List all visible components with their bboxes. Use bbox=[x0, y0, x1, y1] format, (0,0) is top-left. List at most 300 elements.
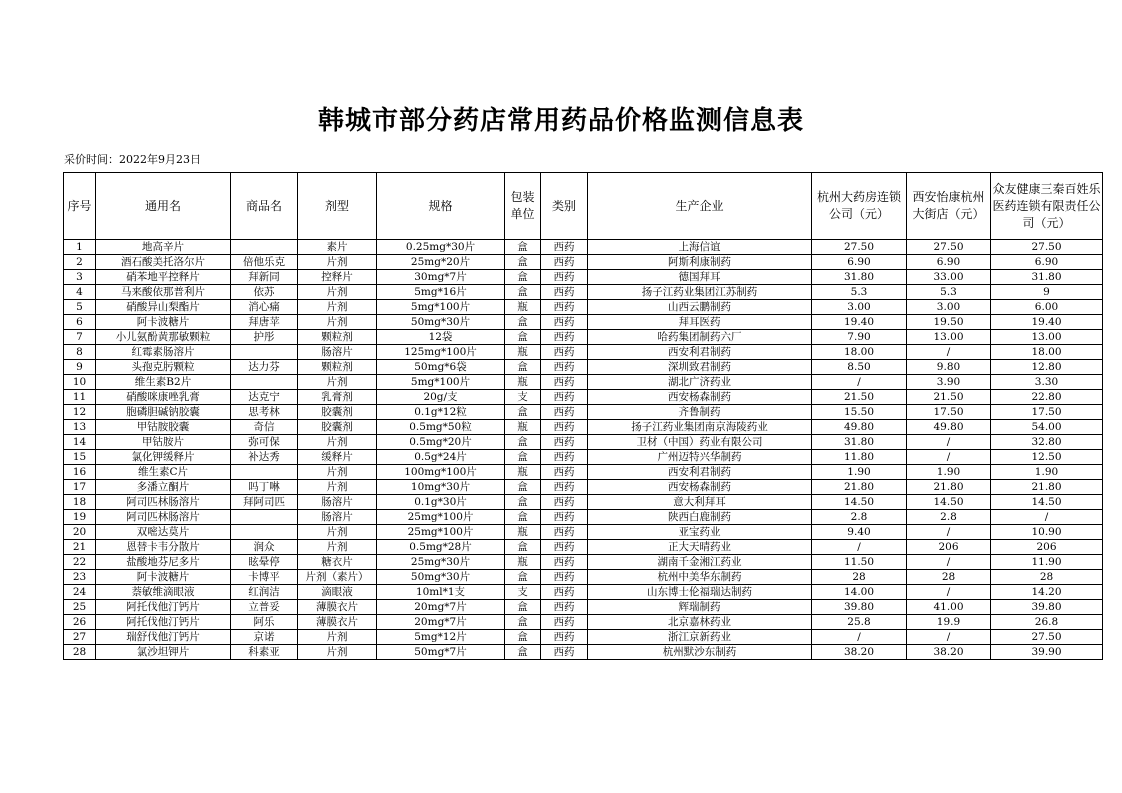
col-price-xian-yikang-cell: 19.50 bbox=[907, 315, 991, 330]
col-generic-name-cell: 盐酸地芬尼多片 bbox=[96, 555, 231, 570]
col-generic-name-cell: 酒石酸美托洛尔片 bbox=[96, 255, 231, 270]
col-dosage-form-cell: 乳膏剂 bbox=[298, 390, 377, 405]
col-no-cell: 3 bbox=[64, 270, 96, 285]
col-spec-cell: 50mg*6袋 bbox=[377, 360, 505, 375]
col-no-cell: 2 bbox=[64, 255, 96, 270]
col-dosage-form-cell: 片剂（素片） bbox=[298, 570, 377, 585]
col-dosage-form-cell: 颗粒剂 bbox=[298, 360, 377, 375]
col-pack-unit-cell: 盒 bbox=[505, 240, 541, 255]
table-body bbox=[64, 240, 1103, 660]
col-price-zhongyou-cell: 12.50 bbox=[991, 450, 1103, 465]
page-title: 韩城市部分药店常用药品价格监测信息表 bbox=[317, 106, 804, 136]
col-no-cell: 18 bbox=[64, 495, 96, 510]
col-no-cell: 13 bbox=[64, 420, 96, 435]
col-price-xian-yikang-cell: / bbox=[907, 525, 991, 540]
col-brand-name-cell bbox=[231, 345, 298, 360]
col-no-cell: 28 bbox=[64, 645, 96, 660]
col-pack-unit-cell: 瓶 bbox=[505, 375, 541, 390]
col-pack-unit-cell: 盒 bbox=[505, 645, 541, 660]
col-brand-name-cell: 立普妥 bbox=[231, 600, 298, 615]
col-price-hangzhou-pharmacy-cell: 11.50 bbox=[812, 555, 907, 570]
col-manufacturer-cell: 阿斯利康制药 bbox=[588, 255, 812, 270]
col-generic-name-cell: 恩替卡韦分散片 bbox=[96, 540, 231, 555]
col-spec-cell: 20mg*7片 bbox=[377, 615, 505, 630]
col-no-cell: 22 bbox=[64, 555, 96, 570]
col-category-cell: 西药 bbox=[541, 435, 588, 450]
col-brand-name-cell: 消心痛 bbox=[231, 300, 298, 315]
col-price-zhongyou-cell: 1.90 bbox=[991, 465, 1103, 480]
col-spec-cell: 12袋 bbox=[377, 330, 505, 345]
col-price-hangzhou-pharmacy-cell: 11.80 bbox=[812, 450, 907, 465]
col-manufacturer-cell: 广州迈特兴华制药 bbox=[588, 450, 812, 465]
col-price-hangzhou-pharmacy-cell: 18.00 bbox=[812, 345, 907, 360]
col-brand-name-cell: 思考林 bbox=[231, 405, 298, 420]
table-row bbox=[64, 435, 1103, 450]
col-dosage-form-cell: 片剂 bbox=[298, 315, 377, 330]
col-brand-name-cell: 吗丁啉 bbox=[231, 480, 298, 495]
col-manufacturer-header: 生产企业 bbox=[588, 173, 812, 240]
col-generic-name-cell: 头孢克肟颗粒 bbox=[96, 360, 231, 375]
col-price-xian-yikang-cell: / bbox=[907, 450, 991, 465]
col-dosage-form-cell: 糖衣片 bbox=[298, 555, 377, 570]
col-brand-name-cell: 达力芬 bbox=[231, 360, 298, 375]
col-generic-name-cell: 胞磷胆碱钠胶囊 bbox=[96, 405, 231, 420]
col-pack-unit-cell: 盒 bbox=[505, 570, 541, 585]
col-generic-name-cell: 红霉素肠溶片 bbox=[96, 345, 231, 360]
col-pack-unit-cell: 瓶 bbox=[505, 345, 541, 360]
col-brand-name-cell: 卡博平 bbox=[231, 570, 298, 585]
col-manufacturer-cell: 西安利君制药 bbox=[588, 345, 812, 360]
col-price-zhongyou-cell: 26.8 bbox=[991, 615, 1103, 630]
table-row bbox=[64, 315, 1103, 330]
price-table bbox=[63, 172, 1103, 660]
table-row bbox=[64, 330, 1103, 345]
col-no-cell: 16 bbox=[64, 465, 96, 480]
col-price-hangzhou-pharmacy-header: 杭州大药房连锁公司（元） bbox=[812, 173, 907, 240]
col-no-header: 序号 bbox=[64, 173, 96, 240]
col-spec-cell: 5mg*100片 bbox=[377, 300, 505, 315]
col-dosage-form-cell: 片剂 bbox=[298, 525, 377, 540]
col-brand-name-cell: 奇信 bbox=[231, 420, 298, 435]
col-manufacturer-cell: 意大利拜耳 bbox=[588, 495, 812, 510]
col-no-cell: 5 bbox=[64, 300, 96, 315]
col-spec-cell: 10mg*30片 bbox=[377, 480, 505, 495]
col-price-zhongyou-cell: 22.80 bbox=[991, 390, 1103, 405]
col-price-hangzhou-pharmacy-cell: 5.3 bbox=[812, 285, 907, 300]
col-pack-unit-cell: 支 bbox=[505, 585, 541, 600]
col-pack-unit-cell: 盒 bbox=[505, 405, 541, 420]
col-brand-name-cell: 阿乐 bbox=[231, 615, 298, 630]
col-brand-name-cell: 拜新同 bbox=[231, 270, 298, 285]
col-price-hangzhou-pharmacy-cell: 31.80 bbox=[812, 435, 907, 450]
col-no-cell: 7 bbox=[64, 330, 96, 345]
table-row bbox=[64, 420, 1103, 435]
col-generic-name-cell: 氯化钾缓释片 bbox=[96, 450, 231, 465]
col-price-xian-yikang-cell: / bbox=[907, 555, 991, 570]
col-manufacturer-cell: 陕西白鹿制药 bbox=[588, 510, 812, 525]
col-price-xian-yikang-header: 西安怡康杭州大街店（元） bbox=[907, 173, 991, 240]
col-no-cell: 25 bbox=[64, 600, 96, 615]
col-spec-header: 规格 bbox=[377, 173, 505, 240]
col-spec-cell: 30mg*7片 bbox=[377, 270, 505, 285]
col-pack-unit-cell: 盒 bbox=[505, 270, 541, 285]
table-row bbox=[64, 645, 1103, 660]
col-brand-name-cell: 京诺 bbox=[231, 630, 298, 645]
col-category-cell: 西药 bbox=[541, 540, 588, 555]
col-manufacturer-cell: 北京嘉林药业 bbox=[588, 615, 812, 630]
col-spec-cell: 25mg*100片 bbox=[377, 525, 505, 540]
col-category-cell: 西药 bbox=[541, 300, 588, 315]
col-price-xian-yikang-cell: 206 bbox=[907, 540, 991, 555]
col-spec-cell: 0.5mg*20片 bbox=[377, 435, 505, 450]
col-category-header: 类别 bbox=[541, 173, 588, 240]
table-row bbox=[64, 390, 1103, 405]
col-no-cell: 24 bbox=[64, 585, 96, 600]
table-row bbox=[64, 450, 1103, 465]
col-price-xian-yikang-cell: 21.80 bbox=[907, 480, 991, 495]
col-price-hangzhou-pharmacy-cell: 49.80 bbox=[812, 420, 907, 435]
col-generic-name-cell: 马来酸依那普利片 bbox=[96, 285, 231, 300]
col-generic-name-cell: 阿托伐他汀钙片 bbox=[96, 615, 231, 630]
col-price-hangzhou-pharmacy-cell: 31.80 bbox=[812, 270, 907, 285]
col-price-zhongyou-cell: 13.00 bbox=[991, 330, 1103, 345]
col-category-cell: 西药 bbox=[541, 630, 588, 645]
table-row bbox=[64, 480, 1103, 495]
col-dosage-form-cell: 滴眼液 bbox=[298, 585, 377, 600]
col-pack-unit-cell: 瓶 bbox=[505, 300, 541, 315]
col-no-cell: 23 bbox=[64, 570, 96, 585]
col-no-cell: 17 bbox=[64, 480, 96, 495]
col-manufacturer-cell: 上海信谊 bbox=[588, 240, 812, 255]
col-price-zhongyou-cell: 14.50 bbox=[991, 495, 1103, 510]
col-price-hangzhou-pharmacy-cell: 14.50 bbox=[812, 495, 907, 510]
col-price-hangzhou-pharmacy-cell: / bbox=[812, 375, 907, 390]
table-row bbox=[64, 570, 1103, 585]
col-category-cell: 西药 bbox=[541, 480, 588, 495]
table-row bbox=[64, 300, 1103, 315]
col-no-cell: 14 bbox=[64, 435, 96, 450]
table-row bbox=[64, 600, 1103, 615]
survey-date: 采价时间：2022年9月23日 bbox=[64, 153, 201, 166]
col-dosage-form-cell: 片剂 bbox=[298, 285, 377, 300]
col-price-xian-yikang-cell: 38.20 bbox=[907, 645, 991, 660]
table-row bbox=[64, 375, 1103, 390]
col-no-cell: 15 bbox=[64, 450, 96, 465]
col-price-xian-yikang-cell: 27.50 bbox=[907, 240, 991, 255]
col-spec-cell: 125mg*100片 bbox=[377, 345, 505, 360]
col-no-cell: 20 bbox=[64, 525, 96, 540]
col-manufacturer-cell: 西安杨森制药 bbox=[588, 390, 812, 405]
col-category-cell: 西药 bbox=[541, 615, 588, 630]
col-price-hangzhou-pharmacy-cell: 8.50 bbox=[812, 360, 907, 375]
table-row bbox=[64, 510, 1103, 525]
col-spec-cell: 50mg*30片 bbox=[377, 315, 505, 330]
col-spec-cell: 25mg*20片 bbox=[377, 255, 505, 270]
col-category-cell: 西药 bbox=[541, 420, 588, 435]
col-price-zhongyou-cell: 12.80 bbox=[991, 360, 1103, 375]
col-price-zhongyou-cell: 6.90 bbox=[991, 255, 1103, 270]
col-price-hangzhou-pharmacy-cell: 14.00 bbox=[812, 585, 907, 600]
col-dosage-form-cell: 颗粒剂 bbox=[298, 330, 377, 345]
col-no-cell: 10 bbox=[64, 375, 96, 390]
col-manufacturer-cell: 扬子江药业集团南京海陵药业 bbox=[588, 420, 812, 435]
col-dosage-form-cell: 片剂 bbox=[298, 465, 377, 480]
col-no-cell: 1 bbox=[64, 240, 96, 255]
col-price-hangzhou-pharmacy-cell: 1.90 bbox=[812, 465, 907, 480]
col-price-zhongyou-cell: 39.80 bbox=[991, 600, 1103, 615]
col-price-zhongyou-cell: 27.50 bbox=[991, 240, 1103, 255]
col-no-cell: 8 bbox=[64, 345, 96, 360]
col-pack-unit-cell: 盒 bbox=[505, 315, 541, 330]
col-manufacturer-cell: 正大天晴药业 bbox=[588, 540, 812, 555]
col-generic-name-cell: 多潘立酮片 bbox=[96, 480, 231, 495]
col-no-cell: 19 bbox=[64, 510, 96, 525]
col-brand-name-cell bbox=[231, 240, 298, 255]
col-dosage-form-cell: 片剂 bbox=[298, 255, 377, 270]
col-dosage-form-cell: 片剂 bbox=[298, 540, 377, 555]
col-price-zhongyou-cell: 28 bbox=[991, 570, 1103, 585]
col-pack-unit-cell: 瓶 bbox=[505, 555, 541, 570]
col-generic-name-cell: 甲钴胺片 bbox=[96, 435, 231, 450]
col-dosage-form-cell: 控释片 bbox=[298, 270, 377, 285]
col-spec-cell: 100mg*100片 bbox=[377, 465, 505, 480]
col-no-cell: 11 bbox=[64, 390, 96, 405]
col-pack-unit-cell: 瓶 bbox=[505, 525, 541, 540]
col-price-hangzhou-pharmacy-cell: / bbox=[812, 630, 907, 645]
col-price-xian-yikang-cell: / bbox=[907, 345, 991, 360]
col-category-cell: 西药 bbox=[541, 585, 588, 600]
col-brand-name-cell bbox=[231, 375, 298, 390]
col-spec-cell: 20mg*7片 bbox=[377, 600, 505, 615]
col-price-zhongyou-cell: 3.30 bbox=[991, 375, 1103, 390]
col-category-cell: 西药 bbox=[541, 465, 588, 480]
header-row bbox=[64, 173, 1103, 240]
col-category-cell: 西药 bbox=[541, 555, 588, 570]
col-pack-unit-cell: 盒 bbox=[505, 600, 541, 615]
col-price-xian-yikang-cell: 33.00 bbox=[907, 270, 991, 285]
col-spec-cell: 0.5g*24片 bbox=[377, 450, 505, 465]
col-generic-name-header: 通用名 bbox=[96, 173, 231, 240]
col-price-zhongyou-cell: / bbox=[991, 510, 1103, 525]
col-price-zhongyou-cell: 10.90 bbox=[991, 525, 1103, 540]
col-price-xian-yikang-cell: 13.00 bbox=[907, 330, 991, 345]
col-dosage-form-header: 剂型 bbox=[298, 173, 377, 240]
col-manufacturer-cell: 湖南千金湘江药业 bbox=[588, 555, 812, 570]
col-price-hangzhou-pharmacy-cell: 27.50 bbox=[812, 240, 907, 255]
col-price-hangzhou-pharmacy-cell: 21.80 bbox=[812, 480, 907, 495]
table-row bbox=[64, 630, 1103, 645]
col-dosage-form-cell: 片剂 bbox=[298, 300, 377, 315]
col-dosage-form-cell: 肠溶片 bbox=[298, 495, 377, 510]
col-category-cell: 西药 bbox=[541, 525, 588, 540]
col-price-xian-yikang-cell: 49.80 bbox=[907, 420, 991, 435]
col-pack-unit-cell: 盒 bbox=[505, 450, 541, 465]
col-price-hangzhou-pharmacy-cell: 21.50 bbox=[812, 390, 907, 405]
col-price-zhongyou-cell: 17.50 bbox=[991, 405, 1103, 420]
table-row bbox=[64, 405, 1103, 420]
table-row bbox=[64, 540, 1103, 555]
col-generic-name-cell: 硝苯地平控释片 bbox=[96, 270, 231, 285]
col-brand-name-cell: 护彤 bbox=[231, 330, 298, 345]
col-manufacturer-cell: 浙江京新药业 bbox=[588, 630, 812, 645]
col-spec-cell: 0.1g*30片 bbox=[377, 495, 505, 510]
col-generic-name-cell: 小儿氨酚黄那敏颗粒 bbox=[96, 330, 231, 345]
col-no-cell: 6 bbox=[64, 315, 96, 330]
col-dosage-form-cell: 胶囊剂 bbox=[298, 405, 377, 420]
col-spec-cell: 0.25mg*30片 bbox=[377, 240, 505, 255]
col-price-xian-yikang-cell: 3.90 bbox=[907, 375, 991, 390]
col-dosage-form-cell: 片剂 bbox=[298, 645, 377, 660]
col-generic-name-cell: 瑞舒伐他汀钙片 bbox=[96, 630, 231, 645]
col-price-zhongyou-cell: 11.90 bbox=[991, 555, 1103, 570]
col-manufacturer-cell: 深圳致君制药 bbox=[588, 360, 812, 375]
col-pack-unit-header: 包装单位 bbox=[505, 173, 541, 240]
col-category-cell: 西药 bbox=[541, 405, 588, 420]
table-row bbox=[64, 240, 1103, 255]
col-manufacturer-cell: 辉瑞制药 bbox=[588, 600, 812, 615]
col-spec-cell: 20g/支 bbox=[377, 390, 505, 405]
col-price-zhongyou-cell: 6.00 bbox=[991, 300, 1103, 315]
col-price-zhongyou-cell: 32.80 bbox=[991, 435, 1103, 450]
col-category-cell: 西药 bbox=[541, 510, 588, 525]
col-price-xian-yikang-cell: 14.50 bbox=[907, 495, 991, 510]
col-pack-unit-cell: 盒 bbox=[505, 255, 541, 270]
col-spec-cell: 25mg*30片 bbox=[377, 555, 505, 570]
table-row bbox=[64, 555, 1103, 570]
col-price-hangzhou-pharmacy-cell: 2.8 bbox=[812, 510, 907, 525]
col-no-cell: 27 bbox=[64, 630, 96, 645]
col-pack-unit-cell: 盒 bbox=[505, 480, 541, 495]
col-manufacturer-cell: 杭州默沙东制药 bbox=[588, 645, 812, 660]
table-row bbox=[64, 525, 1103, 540]
col-generic-name-cell: 维生素B2片 bbox=[96, 375, 231, 390]
col-price-xian-yikang-cell: 19.9 bbox=[907, 615, 991, 630]
col-generic-name-cell: 阿托伐他汀钙片 bbox=[96, 600, 231, 615]
col-generic-name-cell: 硝酸咪康唑乳膏 bbox=[96, 390, 231, 405]
col-generic-name-cell: 双嘧达莫片 bbox=[96, 525, 231, 540]
col-manufacturer-cell: 山东博士伦福瑞达制药 bbox=[588, 585, 812, 600]
col-brand-name-cell bbox=[231, 525, 298, 540]
col-price-xian-yikang-cell: / bbox=[907, 630, 991, 645]
col-category-cell: 西药 bbox=[541, 600, 588, 615]
col-dosage-form-cell: 肠溶片 bbox=[298, 345, 377, 360]
col-pack-unit-cell: 盒 bbox=[505, 435, 541, 450]
col-price-zhongyou-cell: 39.90 bbox=[991, 645, 1103, 660]
col-price-hangzhou-pharmacy-cell: / bbox=[812, 540, 907, 555]
col-manufacturer-cell: 杭州中美华东制药 bbox=[588, 570, 812, 585]
col-price-xian-yikang-cell: 5.3 bbox=[907, 285, 991, 300]
col-manufacturer-cell: 湖北广济药业 bbox=[588, 375, 812, 390]
table-row bbox=[64, 465, 1103, 480]
col-price-hangzhou-pharmacy-cell: 7.90 bbox=[812, 330, 907, 345]
col-price-xian-yikang-cell: 41.00 bbox=[907, 600, 991, 615]
col-spec-cell: 0.5mg*28片 bbox=[377, 540, 505, 555]
col-price-hangzhou-pharmacy-cell: 39.80 bbox=[812, 600, 907, 615]
col-price-zhongyou-cell: 54.00 bbox=[991, 420, 1103, 435]
col-manufacturer-cell: 齐鲁制药 bbox=[588, 405, 812, 420]
col-category-cell: 西药 bbox=[541, 360, 588, 375]
table-row bbox=[64, 270, 1103, 285]
col-price-hangzhou-pharmacy-cell: 28 bbox=[812, 570, 907, 585]
col-brand-name-cell: 润众 bbox=[231, 540, 298, 555]
col-brand-name-cell: 倍他乐克 bbox=[231, 255, 298, 270]
col-price-xian-yikang-cell: 21.50 bbox=[907, 390, 991, 405]
col-price-zhongyou-cell: 19.40 bbox=[991, 315, 1103, 330]
col-spec-cell: 0.5mg*50粒 bbox=[377, 420, 505, 435]
col-price-zhongyou-cell: 31.80 bbox=[991, 270, 1103, 285]
col-price-zhongyou-cell: 21.80 bbox=[991, 480, 1103, 495]
col-category-cell: 西药 bbox=[541, 645, 588, 660]
col-category-cell: 西药 bbox=[541, 270, 588, 285]
col-dosage-form-cell: 片剂 bbox=[298, 375, 377, 390]
col-price-xian-yikang-cell: / bbox=[907, 585, 991, 600]
col-dosage-form-cell: 片剂 bbox=[298, 435, 377, 450]
col-spec-cell: 50mg*7片 bbox=[377, 645, 505, 660]
col-generic-name-cell: 阿司匹林肠溶片 bbox=[96, 495, 231, 510]
col-dosage-form-cell: 片剂 bbox=[298, 630, 377, 645]
col-generic-name-cell: 地高辛片 bbox=[96, 240, 231, 255]
col-generic-name-cell: 阿卡波糖片 bbox=[96, 570, 231, 585]
col-manufacturer-cell: 亚宝药业 bbox=[588, 525, 812, 540]
col-price-zhongyou-cell: 14.20 bbox=[991, 585, 1103, 600]
col-spec-cell: 5mg*12片 bbox=[377, 630, 505, 645]
col-price-xian-yikang-cell: 17.50 bbox=[907, 405, 991, 420]
col-spec-cell: 0.1g*12粒 bbox=[377, 405, 505, 420]
col-dosage-form-cell: 薄膜衣片 bbox=[298, 615, 377, 630]
col-pack-unit-cell: 盒 bbox=[505, 495, 541, 510]
col-spec-cell: 5mg*100片 bbox=[377, 375, 505, 390]
col-no-cell: 26 bbox=[64, 615, 96, 630]
table-row bbox=[64, 615, 1103, 630]
table-row bbox=[64, 585, 1103, 600]
col-generic-name-cell: 硝酸异山梨酯片 bbox=[96, 300, 231, 315]
table-row bbox=[64, 255, 1103, 270]
col-generic-name-cell: 阿司匹林肠溶片 bbox=[96, 510, 231, 525]
col-generic-name-cell: 阿卡波糖片 bbox=[96, 315, 231, 330]
col-no-cell: 4 bbox=[64, 285, 96, 300]
col-pack-unit-cell: 盒 bbox=[505, 630, 541, 645]
col-brand-name-cell: 拜阿司匹 bbox=[231, 495, 298, 510]
col-category-cell: 西药 bbox=[541, 255, 588, 270]
col-category-cell: 西药 bbox=[541, 240, 588, 255]
col-price-zhongyou-cell: 18.00 bbox=[991, 345, 1103, 360]
col-dosage-form-cell: 缓释片 bbox=[298, 450, 377, 465]
col-price-zhongyou-cell: 9 bbox=[991, 285, 1103, 300]
col-price-zhongyou-header: 众友健康三秦百姓乐医药连锁有限责任公司（元） bbox=[991, 173, 1103, 240]
table-row bbox=[64, 495, 1103, 510]
col-pack-unit-cell: 盒 bbox=[505, 510, 541, 525]
col-price-xian-yikang-cell: 9.80 bbox=[907, 360, 991, 375]
col-price-xian-yikang-cell: 2.8 bbox=[907, 510, 991, 525]
col-category-cell: 西药 bbox=[541, 375, 588, 390]
col-category-cell: 西药 bbox=[541, 450, 588, 465]
col-spec-cell: 5mg*16片 bbox=[377, 285, 505, 300]
col-no-cell: 21 bbox=[64, 540, 96, 555]
col-price-hangzhou-pharmacy-cell: 15.50 bbox=[812, 405, 907, 420]
col-spec-cell: 50mg*30片 bbox=[377, 570, 505, 585]
col-category-cell: 西药 bbox=[541, 330, 588, 345]
col-price-hangzhou-pharmacy-cell: 9.40 bbox=[812, 525, 907, 540]
col-price-xian-yikang-cell: 28 bbox=[907, 570, 991, 585]
col-category-cell: 西药 bbox=[541, 495, 588, 510]
col-generic-name-cell: 甲钴胺胶囊 bbox=[96, 420, 231, 435]
col-brand-name-cell: 依苏 bbox=[231, 285, 298, 300]
col-brand-name-header: 商品名 bbox=[231, 173, 298, 240]
col-manufacturer-cell: 卫材（中国）药业有限公司 bbox=[588, 435, 812, 450]
col-price-zhongyou-cell: 27.50 bbox=[991, 630, 1103, 645]
col-spec-cell: 25mg*100片 bbox=[377, 510, 505, 525]
col-category-cell: 西药 bbox=[541, 570, 588, 585]
